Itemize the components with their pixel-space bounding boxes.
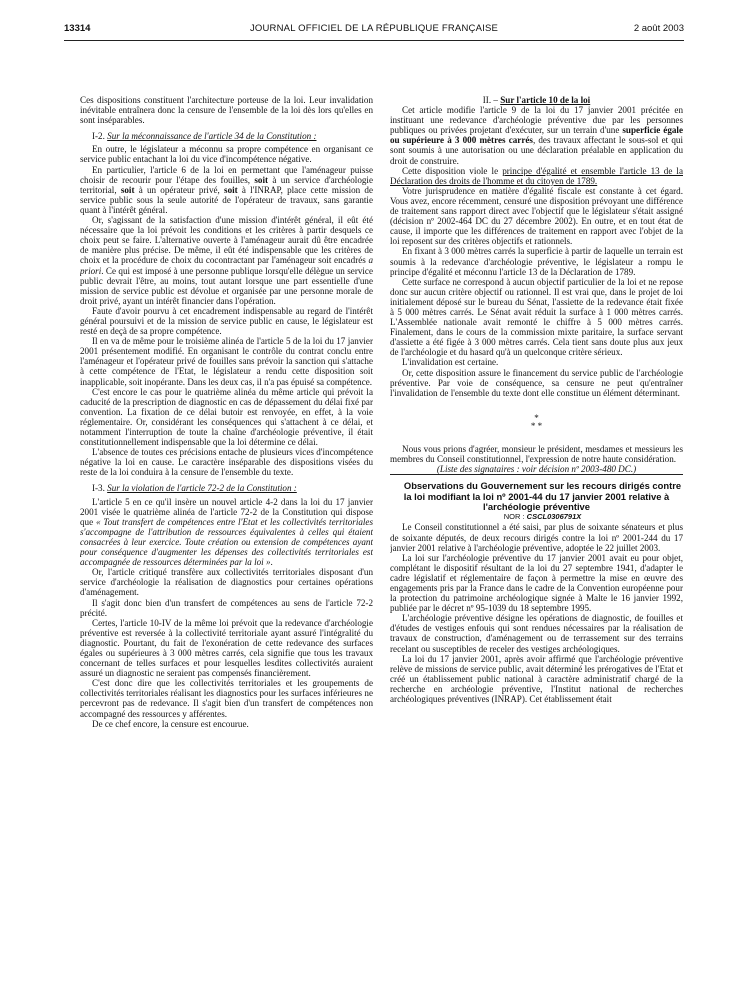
paragraph: Certes, l'article 10-IV de la même loi prévoit que la redevance d'archéologie préventive est reversée à la collectivité territoriale ayant assuré l'intégralité du diagnostic. Pourtant, du fait de l'exonération de cette redevance des surfaces égales ou supérieures à 3 000 mètres carrés, cela signifie que tous les travaux concernant de telles surfaces et pour lesquelles lesdites collectivités auraient assuré un diagnostic ne seraient pas compensés financièrement.: [80, 617, 373, 679]
paragraph: [80, 165, 373, 215]
text-run-bold: superficie égale ou supérieure à 3 000 mètres carrés: [390, 125, 683, 146]
text-run: Cette disposition viole le: [402, 165, 503, 176]
paragraph: Cette surface ne correspond à aucun objectif particulier de la loi et ne repose donc sur aucun critère objectif ou rationnel. Il est vrai que, dans le projet de loi initialement déposé sur le bureau du Sénat, l'assiette de la redevance était fixée à 5 000 mètres carrés. Le Sénat avait réduit la surface à 1 000 mètres carrés. L'Assemblée nationale avait remonté le chiffre à 5 000 mètres carrés. Finalement, dans le cours de la commission mixte paritaire, la surface servant d'assiette a été figée à 3 000 mètres carrés. Cela tient sans doute plus aux jeux de l'archéologie et du hasard qu'à un quelconque critère sérieux.: [390, 276, 683, 358]
section-heading-ii: [390, 95, 683, 105]
paragraph: En fixant à 3 000 mètres carrés la superficie à partir de laquelle un terrain est soumis à la redevance d'archéologie préventive, le législateur a rompu le principe d'égalité et méconnu l'article 13 de la Déclaration de 1789.: [390, 246, 683, 277]
paragraph: Ces dispositions constituent l'architecture porteuse de la loi. Leur invalidation inévitable entraînera donc la censure de l'ensemble de la loi dès lors qu'elles en sont inséparables.: [80, 95, 373, 126]
observations-title: Observations du Gouvernement sur les recours dirigés contre la loi modifiant la loi nº 2001-44 du 17 janvier 2001 relative à l'archéologie préventive: [390, 474, 683, 512]
nor-label: NOR :: [503, 512, 525, 522]
paragraph: La loi sur l'archéologie préventive du 17 janvier 2001 avait eu pour objet, complétant le dispositif résultant de la loi du 27 septembre 1941, d'adapter le cadre législatif et réglementaire de façon à permettre la mise en œuvre des engagements pris par la France dans le cadre de la Convention européenne pour la protection du patrimoine archéologique signée à Malte le 16 janvier 1992, publiée par le décret nº 95-1039 du 18 septembre 1995.: [390, 552, 683, 614]
paragraph: La loi du 17 janvier 2001, après avoir affirmé que l'archéologie préventive relève de missions de service public, avait déterminé les prérogatives de l'Etat et créé un établissement public national à caractère administratif chargé de la recherche en archéologie préventive, l'Institut national de recherches archéologiques préventives (INRAP). Cet établissement était: [390, 653, 683, 704]
asterism-top: *: [534, 412, 539, 423]
text-run: , des travaux affectant le sous-sol et qui sont soumis à une autorisation ou une déclaration préalable en application du droit de construire.: [390, 135, 683, 166]
text-run-bold: soit: [254, 174, 269, 185]
text-run: Cet article modifie l'article 9 de la loi du 17 janvier 2001 précitée en instituant une redevance d'archéologie préventive due par les personnes publiques ou privées projetant d'exécuter, sur un terrain d'une: [390, 105, 683, 136]
paragraph: [80, 497, 373, 568]
text-run-italic: a priori: [80, 255, 373, 276]
journal-title: JOURNAL OFFICIEL DE LA RÉPUBLIQUE FRANÇAISE: [249, 23, 499, 34]
paragraph: Il s'agit donc bien d'un transfert de compétences au sens de l'article 72-2 précité.: [80, 597, 373, 618]
paragraph: C'est donc dire que les collectivités territoriales et les groupements de collectivités territoriales réalisant les diagnostics pour les surfaces inférieures ne percevront pas de redevance. Il s'agit bien d'un transfert de compétences non accompagné des ressources y afférentes.: [80, 678, 373, 719]
paragraph: C'est encore le cas pour le quatrième alinéa du même article qui prévoit la caducité de la prescription de diagnostic en cas de dépassement du délai fixé par convention. La fixation de ce délai butoir est renvoyée, en effet, à la voie réglementaire. Or, considérant les conséquences qui s'attachent à ce délai, et notamment l'interruption de toute la chaîne d'archéologie préventive, il était constitutionnellement indispensable que la loi détermine ce délai.: [80, 386, 373, 448]
text-run: à un opérateur privé,: [134, 184, 225, 195]
nor-reference: [390, 512, 683, 522]
text-run: L'article 5 en ce qu'il insère un nouvel article 4-2 dans la loi du 17 janvier 2001 visée le quatrième alinéa de l'article 72-2 de la Constitution qui dispose que: [80, 496, 373, 527]
section-title: Sur l'article 10 de la loi: [500, 95, 591, 105]
asterism-bottom: * *: [530, 420, 543, 431]
section-heading-i-2: [80, 131, 373, 141]
text-run: En particulier, l'article 6 de la loi en permettant que l'aménageur puisse choisir de recourir pour l'étape des fouilles,: [80, 164, 373, 185]
text-run: . Ce qui est imposé à une personne publique lorsqu'elle délègue un service public devrait l'être, au moins, tout autant lorsque une part essentielle d'une mission de service public est dévolue et organisée par une personne morale de droit privé, ayant un intérêt financier dans l'opération.: [80, 265, 373, 306]
section-number: I-3.: [92, 483, 105, 494]
paragraph: Le Conseil constitutionnel a été saisi, par plus de soixante sénateurs et plus de soixante députés, de deux recours dirigés contre la loi nº 2001-244 du 17 janvier 2001 relative à l'archéologie préventive, adoptée le 22 juillet 2003.: [390, 522, 683, 553]
section-number: I-2.: [92, 131, 105, 142]
section-title: Sur la méconnaissance de l'article 34 de la Constitution :: [107, 131, 317, 142]
paragraph: En outre, le législateur a méconnu sa propre compétence en organisant ce service public entachant la loi du vice d'incompétence négative.: [80, 144, 373, 165]
page-header: [64, 20, 684, 41]
page-number: 13314: [64, 23, 91, 34]
text-run-bold: soit: [224, 184, 238, 195]
text-run: Or, s'agissant de la satisfaction d'une mission d'intérêt général, il eût été nécessaire que la loi prévoit les conditions et les critères à partir desquels ce choix peut se faire. L'alternative ouverte à l'aménageur aurait dû être encadrée de manière plus précise. De même, il eût été indispensable que les critères de choix et la procédure de choix du cocontractant par l'aménageur soit encadrés: [80, 215, 373, 266]
section-title: Sur la violation de l'article 72-2 de la Constitution :: [107, 483, 297, 494]
paragraph: Il en va de même pour le troisième alinéa de l'article 5 de la loi du 17 janvier 2001 présentement modifié. En organisant le contrôle du contrat conclu entre l'aménageur et l'opérateur privé de fouilles sans prévoir la sanction qui s'attache à cette compétence de l'Etat, le législateur a rendu cette disposition soit inapplicable, soit inopérante. Dans les deux cas, il n'a pas épuisé sa compétence.: [80, 336, 373, 387]
paragraph: L'archéologie préventive désigne les opérations de diagnostic, de fouilles et d'études de vestiges enfouis qui sont rendues nécessaires par la réalisation de travaux de construction, d'aménagement ou de terrassement sur des terrains recelant ou susceptibles de receler des vestiges archéologiques.: [390, 613, 683, 654]
text-run-bold: soit: [120, 184, 135, 195]
section-heading-i-3: [80, 483, 373, 493]
paragraph: L'invalidation est certaine.: [402, 357, 499, 368]
signatories-note: [390, 464, 683, 474]
asterism-separator: [390, 414, 683, 430]
left-column: [80, 95, 373, 980]
paragraph: L'absence de toutes ces précisions entache de plusieurs vices d'incompétence négative la loi en cause. Le caractère inséparable des dispositions visées du reste de la loi conduira à la censure de l'ensemble du texte.: [80, 447, 373, 478]
paragraph: Faute d'avoir pourvu à cet encadrement indispensable au regard de l'intérêt général poursuivi et de la mission de service public en cause, le législateur est resté en deçà de sa propre compétence.: [80, 305, 373, 337]
publication-date: 2 août 2003: [633, 23, 684, 34]
paragraph: [80, 215, 373, 306]
text-run: à l'INRAP, place cette mission de service public sous la seule autorité de l'opérateur de travaux, sans garantie quant à l'intérêt général.: [80, 184, 373, 215]
paragraph: Or, cette disposition assure le financement du service public de l'archéologie préventive. Par voie de conséquence, sa censure ne peut qu'entraîner l'invalidation de l'ensemble du texte dont elle constitue un élément déterminant.: [390, 367, 683, 398]
text-run-italic: « Tout transfert de compétences entre l'Etat et les collectivités territoriales s'accompagne de l'attribution de ressources équivalentes à celles qui étaient consacrées à leur exercice. Toute création ou extension de compétences ayant pour conséquence d'augmenter les dépenses des collectivités territoriales est accompagnée de ressources déterminées par la loi »: [80, 516, 373, 568]
nor-code: CSCL0306791X: [526, 512, 582, 522]
section-number: II. –: [482, 95, 498, 105]
paragraph: [390, 166, 683, 186]
text-run-underlined: principe d'égalité et ensemble l'article 13 de la Déclaration des droits de l'homme et du citoyen de 1789.: [390, 165, 683, 186]
text-run: à un service d'archéologie territorial,: [80, 174, 373, 195]
right-column: [390, 95, 683, 980]
text-run: .: [270, 557, 273, 568]
paragraph: Votre jurisprudence en matière d'égalité fiscale est constante à cet égard. Vous avez, encore récemment, censuré une disposition prévoyant une différence de traitement sans rapport direct avec l'objectif que le législateur s'était assigné (décision nº 2002-464 DC du 27 décembre 2002). En outre, et en tout état de cause, il importe que les différences de traitement en rapport avec l'objet de la loi reposent sur des critères objectifs et rationnels.: [390, 185, 683, 247]
paragraph: Or, l'article critiqué transfère aux collectivités territoriales disposant d'un service d'archéologie la réalisation de diagnostics pour certaines opérations d'aménagement.: [80, 567, 373, 598]
signatories-text: (Liste des signataires : voir décision nº 2003-480 DC.): [436, 464, 637, 474]
paragraph: Nous vous prions d'agréer, monsieur le président, mesdames et messieurs les membres du Conseil constitutionnel, l'expression de notre haute considération.: [390, 443, 683, 464]
paragraph: [390, 105, 683, 166]
paragraph: De ce chef encore, la censure est encourue.: [92, 718, 249, 729]
